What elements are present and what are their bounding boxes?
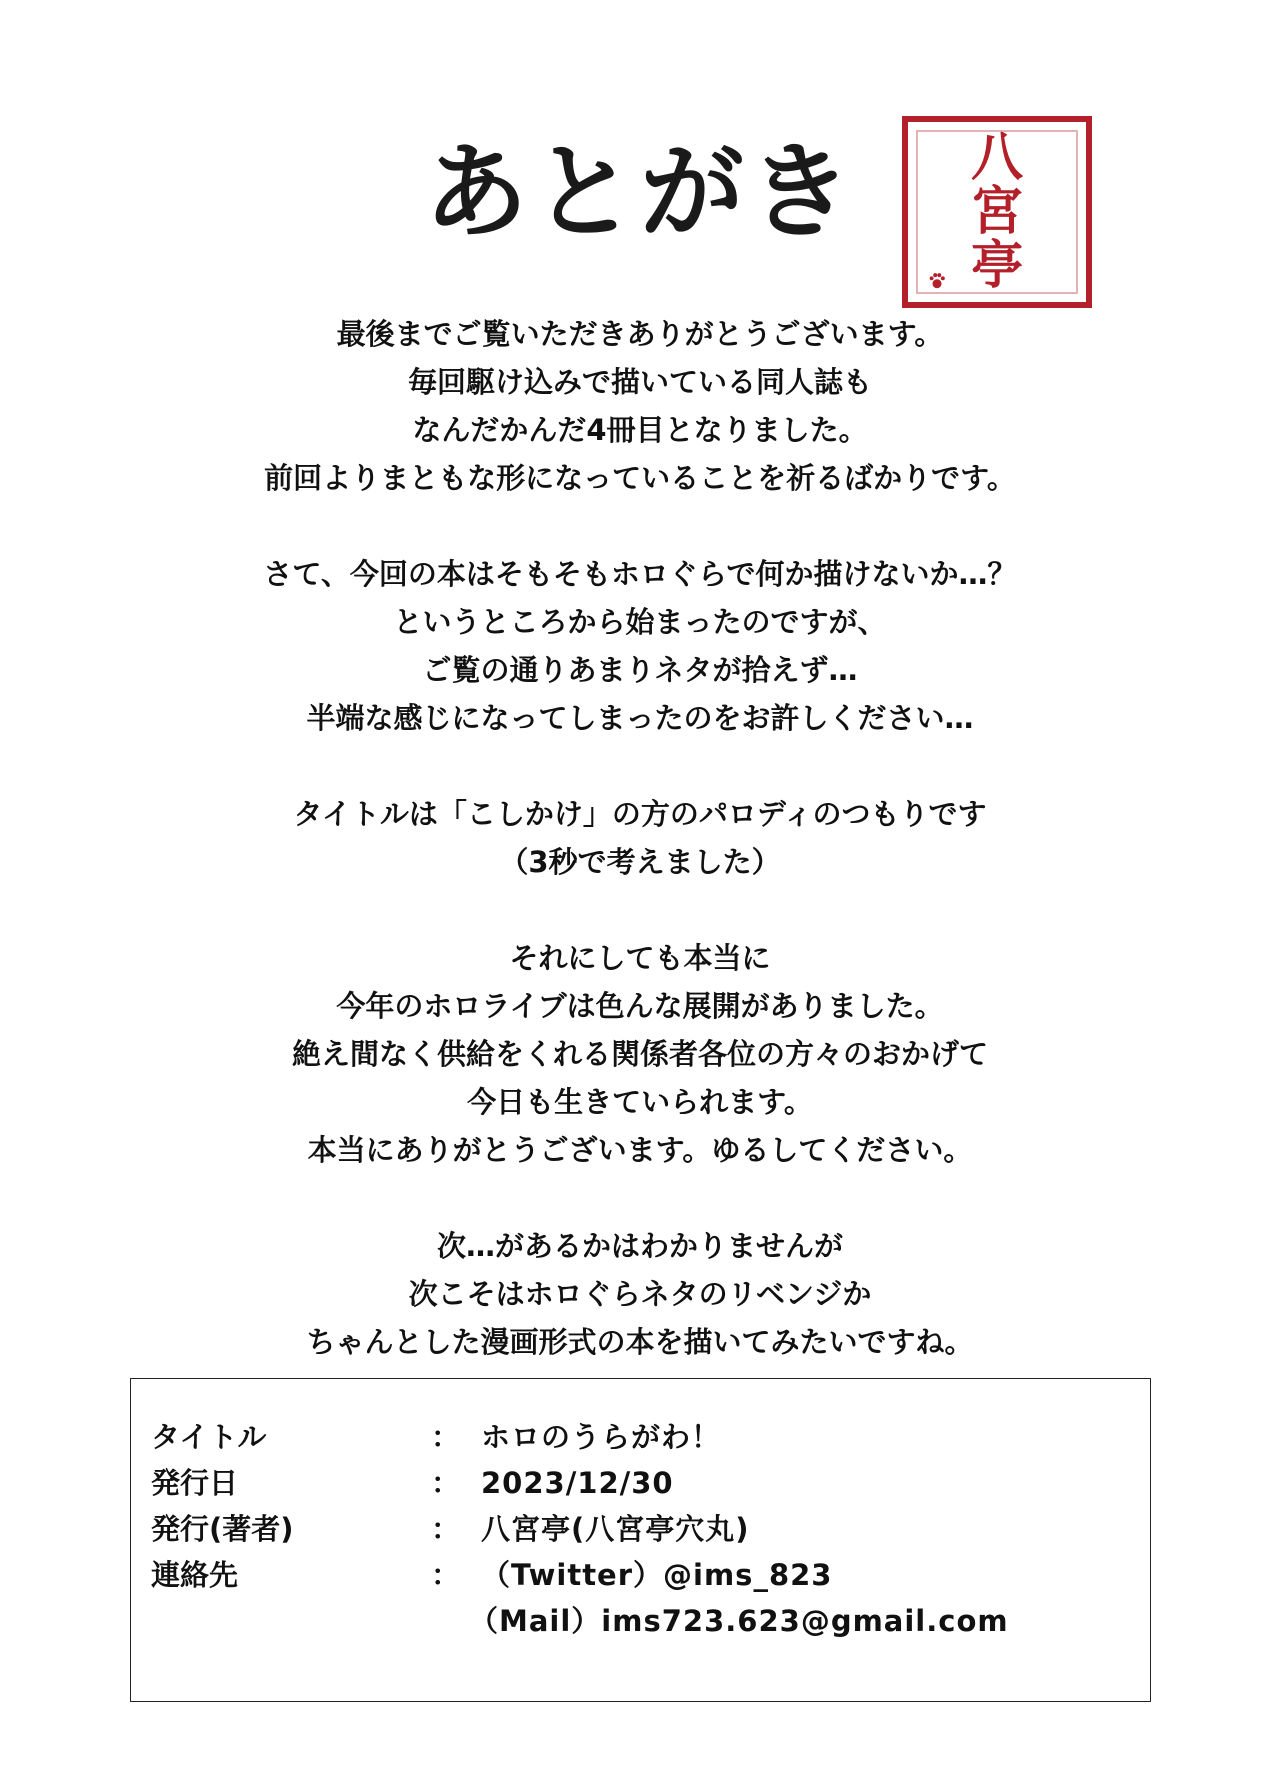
text-line: なんだかんだ4冊目となりました。: [412, 413, 868, 447]
text-line: タイトルは「こしかけ」の方のパロディのつもりです: [293, 797, 987, 831]
text-line: 本当にありがとうございます。ゆるしてください。: [307, 1133, 973, 1167]
colophon-value-mail: （Mail）ims723.623@gmail.com: [469, 1604, 1009, 1638]
colophon-colon: ：: [431, 1512, 461, 1546]
colophon-label: 連絡先: [151, 1558, 239, 1592]
colophon-colon: ：: [431, 1466, 461, 1500]
paragraph-1: [0, 310, 1280, 502]
text-line: （3秒で考えました）: [499, 845, 781, 879]
stamp-char-3: 亭: [970, 235, 1023, 296]
text-line: 前回よりまともな形になっていることを祈るばかりです。: [264, 461, 1016, 495]
afterword-body: [0, 310, 1280, 1414]
colophon-value: 2023/12/30: [481, 1466, 674, 1500]
colophon-box: [130, 1378, 1151, 1702]
paw-icon: [928, 272, 946, 290]
colophon-value: ホロのうらがわ！: [481, 1420, 722, 1454]
paragraph-3: [0, 790, 1280, 886]
colophon-label: 発行(著者): [151, 1512, 294, 1546]
text-line: 絶え間なく供給をくれる関係者各位の方々のおかげて: [291, 1037, 988, 1071]
colophon-value-twitter: （Twitter）@ims_823: [481, 1558, 833, 1592]
text-line: 次…があるかはわかりませんが: [436, 1229, 843, 1263]
text-line: 半端な感じになってしまったのをお許しください…: [306, 701, 974, 735]
colophon-label: タイトル: [151, 1420, 267, 1454]
text-line: 毎回駆け込みで描いている同人誌も: [407, 365, 872, 399]
paragraph-5: [0, 1222, 1280, 1366]
colophon-colon: ：: [431, 1558, 461, 1592]
text-line: ちゃんとした漫画形式の本を描いてみたいですね。: [306, 1325, 974, 1359]
text-line: ご覧の通りあまりネタが拾えず…: [422, 653, 858, 687]
text-line: 最後までご覧いただきありがとうございます。: [336, 317, 944, 351]
text-line: 次こそはホロぐらネタのリベンジか: [408, 1277, 872, 1311]
text-line: 今日も生きていられます。: [467, 1085, 813, 1119]
text-line: それにしても本当に: [509, 941, 771, 975]
paragraph-4: [0, 934, 1280, 1174]
paragraph-2: [0, 550, 1280, 742]
page-title: あとがき: [423, 131, 856, 253]
text-line: というところから始まったのですが、: [393, 605, 887, 639]
colophon-label: 発行日: [151, 1466, 239, 1500]
colophon-colon: ：: [431, 1420, 461, 1454]
stamp-char-2: 宮: [970, 181, 1023, 242]
colophon-value: 八宮亭(八宮亭穴丸): [481, 1512, 750, 1546]
circle-seal-stamp: [902, 116, 1092, 308]
stamp-char-1: 八: [970, 127, 1023, 188]
text-line: 今年のホロライブは色んな展開がありました。: [336, 989, 944, 1023]
text-line: さて、今回の本はそもそもホロぐらで何か描けないか…？: [263, 557, 1017, 591]
